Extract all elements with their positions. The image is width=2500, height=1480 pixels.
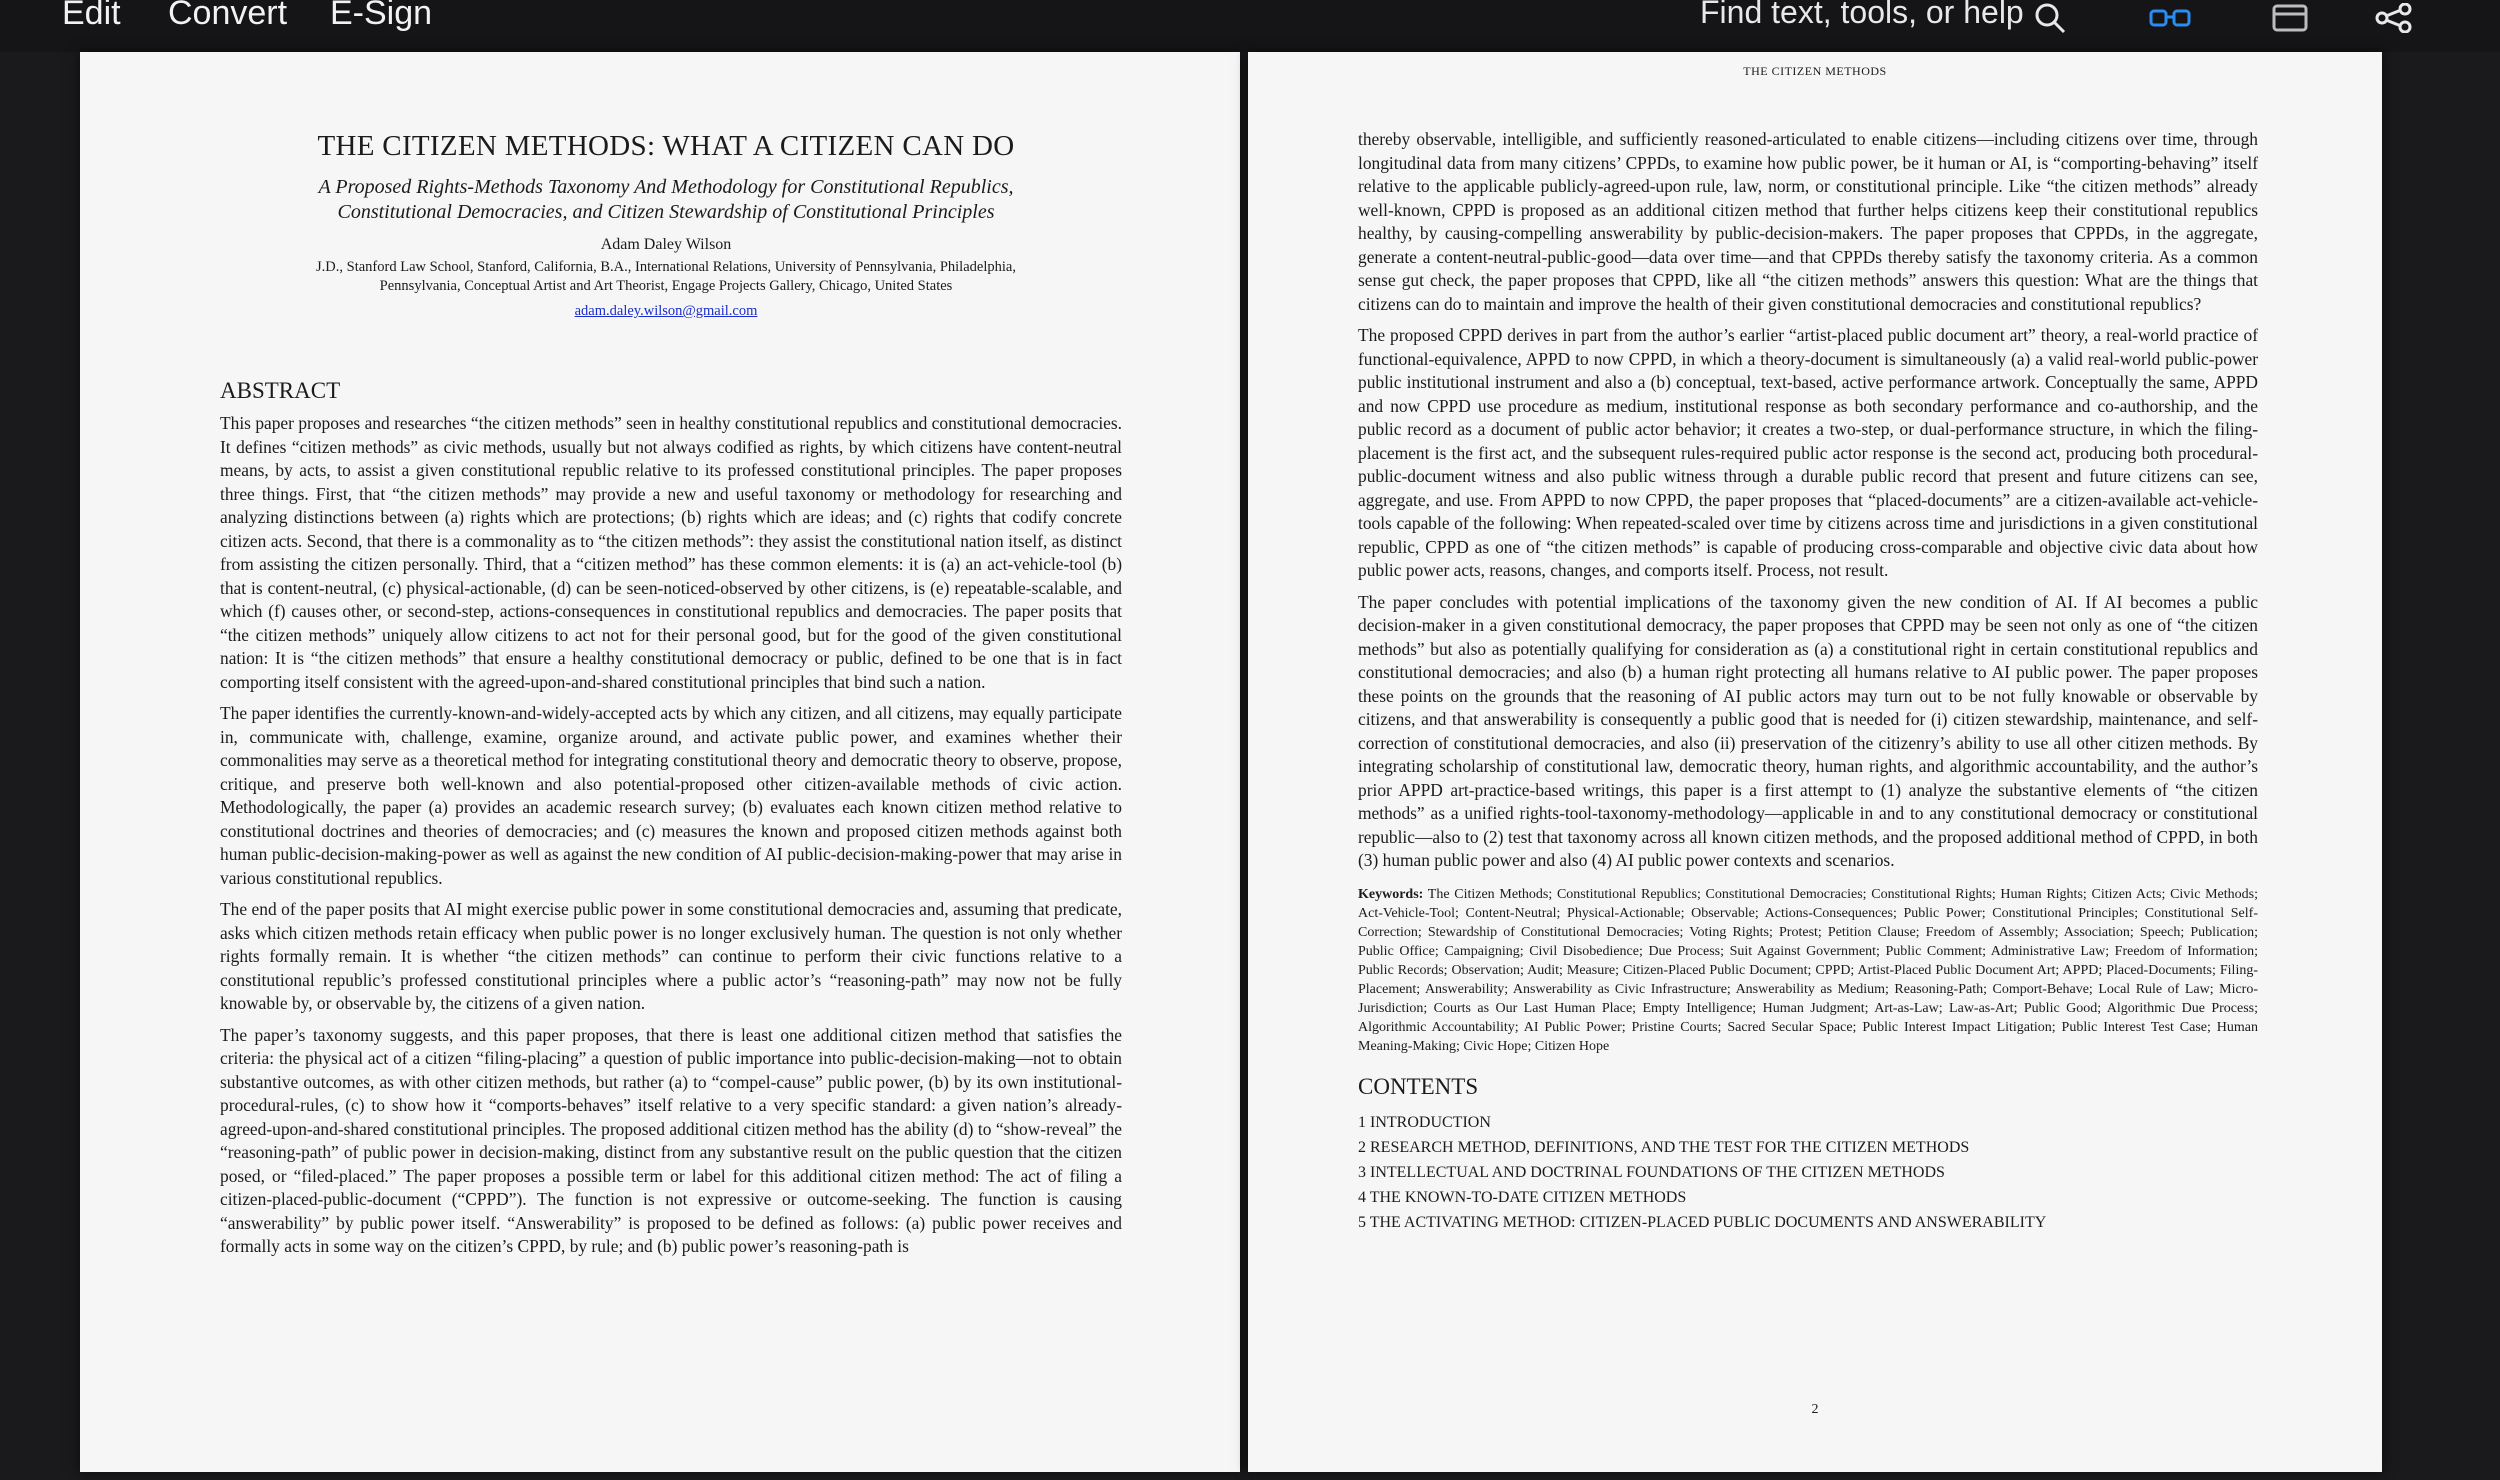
pdf-page-2 [1248, 52, 2382, 1472]
paper-title: THE CITIZEN METHODS: WHAT A CITIZEN CAN DO [317, 130, 1015, 162]
menu-convert[interactable]: Convert [168, 0, 288, 32]
toc-item-2[interactable]: 2 RESEARCH METHOD, DEFINITIONS, AND THE TEST FOR THE CITIZEN METHODS [1358, 1138, 1970, 1156]
running-header: THE CITIZEN METHODS [1743, 64, 1887, 78]
toc-item-1[interactable]: 1 INTRODUCTION [1358, 1113, 1491, 1131]
app-toolbar [0, 0, 2500, 52]
page-number: 2 [1811, 1402, 1819, 1417]
keywords-label: Keywords: [1358, 886, 1424, 902]
keywords-text: The Citizen Methods; Constitutional Republics; Constitutional Democracies; Constitutional Rights; Human Rights; Citizen Acts; Civic Methods; Act-Vehicle-Tool; Content-Neutral; Physical-Actionable; Observable; Actions-Consequences; Public Power; Constitutional Principles; Constitutional Self-Correction; Stewardship of Constitutional Democracies; Voting Rights; Protest; Petition Clause; Freedom of Assembly; Association; Speech; Publication; Public Office; Campaigning; Civil Disobedience; Due Process; Suit Against Government; Public Comment; Administrative Law; Freedom of Information; Public Records; Observation; Audit; Measure; Citizen-Placed Public Document; CPPD; Artist-Placed Public Document Art; APPD; Placed-Documents; Filing-Placement; Answerability; Answerability as Civic Infrastructure; Answerability as Medium; Reasoning-Path; Comport-Behave; Local Rule of Law; Micro-Jurisdiction; Courts as Our Last Human Place; Empty Intelligence; Human Judgment; Art-as-Law; Law-as-Art; Public Good; Algorithmic Due Process; Algorithmic Accountability; AI Public Power; Pristine Courts; Sacred Secular Space; Public Interest Impact Litigation; Public Interest Test Case; Human Meaning-Making; Civic Hope; Citizen Hope [1358, 886, 2258, 1054]
toc-item-5[interactable]: 5 THE ACTIVATING METHOD: CITIZEN-PLACED PUBLIC DOCUMENTS AND ANSWERABILITY [1358, 1213, 2047, 1231]
author-name: Adam Daley Wilson [600, 236, 732, 253]
abstract-paragraph-3: The end of the paper posits that AI might exercise public power in some constitutional democracies and, assuming that predicate, asks which citizen methods retain efficacy when public power is no longer exclusively human. The question is not only whether rights formally remain. It is whether “the citizen methods” can continue to perform their civic functions relative to a constitutional republic’s professed constitutional principles where a public actor’s “reasoning-path” may now not be fully knowable by, or observable by, the citizens of a given nation. [220, 899, 1122, 1013]
author-email-link[interactable]: adam.daley.wilson@gmail.com [574, 303, 758, 319]
keywords-block [1358, 885, 2258, 1056]
abstract-continued-paragraph-1: thereby observable, intelligible, and sufficiently reasoned-articulated to enable citizens—including citizens over time, through longitudinal data from many citizens’ CPPDs, to examine how public power, be it human or AI, is “comporting-behaving” itself relative to the applicable publicly-agreed-upon rule, law, norm, or constitutional principle. Like “the citizen methods” already well-known, CPPD is proposed as an additional citizen method that further helps citizens keep their constitutional republics healthy, by causing-compelling answerability by public-decision-makers. The paper proposes that CPPDs, in the aggregate, generate a content-neutral-public-good—data over time—and that CPPDs thereby satisfy the taxonomy criteria. As a common sense gut check, the paper proposes that CPPD, like all “the citizen methods” answers this question: What are the things that citizens can do to maintain and improve the health of their given constitutional democracies and constitutional republics? [1358, 129, 2258, 314]
paper-subtitle-line-1: A Proposed Rights-Methods Taxonomy And Methodology for Constitutional Republics, [318, 176, 1014, 198]
toc-item-4[interactable]: 4 THE KNOWN-TO-DATE CITIZEN METHODS [1358, 1188, 1687, 1206]
author-affiliation-line-1: J.D., Stanford Law School, Stanford, California, B.A., International Relations, University of Pennsylvania, Philadelphia, [316, 259, 1016, 275]
share-icon[interactable] [2372, 0, 2416, 36]
toc-item-3[interactable]: 3 INTELLECTUAL AND DOCTRINAL FOUNDATIONS OF THE CITIZEN METHODS [1358, 1163, 1945, 1181]
abstract-continued-paragraph-3: The paper concludes with potential implications of the taxonomy given the new condition of AI. If AI becomes a public decision-maker in a given constitutional democracy, the paper proposes that CPPD may be seen not only as one of “the citizen methods” but also as potentially qualifying for consideration as (a) a constitutional right in certain constitutional republics and constitutional democracies; and also (b) a human right protecting all humans relative to AI public power. The paper proposes these points on the grounds that the reasoning of AI public actors may turn out to be not fully knowable or observable by citizens, and that answerability is consequently a public good that is needed for (i) citizen stewardship, maintenance, and self-correction of constitutional democracies, and also (ii) preservation of the citizenry’s ability to use all other citizen methods. By integrating scholarship of constitutional law, democratic theory, human rights, and algorithmic accountability, and the author’s prior APPD art-practice-based writings, this paper is a first attempt to (1) analyze the substantive elements of “the citizen methods” as a unified rights-tool-taxonomy-methodology—applicable in and to any constitutional democracy or constitutional republic—also to (2) test that taxonomy across all known citizen methods, and the proposed additional method of CPPD, in both (3) human public power and also (4) AI public power contexts and scenarios. [1358, 591, 2258, 870]
abstract-heading: ABSTRACT [220, 378, 341, 403]
menu-edit[interactable]: Edit [62, 0, 121, 32]
panel-icon[interactable] [2270, 0, 2310, 36]
abstract-paragraph-2: The paper identifies the currently-known-and-widely-accepted acts by which any citizen, and all citizens, may equally participate in, communicate with, challenge, examine, organize around, and activate public power, and examines whether their commonalities may serve as a theoretical method for integrating constitutional theory and democratic theory to observe, propose, critique, and preserve both well-known and also potential-proposed other citizen-available methods of civic action. Methodologically, the paper (a) provides an academic research survey; (b) evaluates each known citizen method relative to constitutional doctrines and theories of democracies; and (c) measures the known and proposed citizen methods against both human public-decision-making-power as well as against the new condition of AI public-decision-making-power that may arise in various constitutional republics. [220, 703, 1122, 888]
search-box[interactable]: Find text, tools, or help [1700, 0, 2024, 30]
search-icon[interactable] [2030, 0, 2070, 36]
menu-esign[interactable]: E-Sign [330, 0, 433, 32]
document-viewer[interactable] [0, 52, 2500, 1480]
glasses-icon[interactable] [2148, 0, 2192, 36]
pdf-page-1 [80, 52, 1240, 1472]
paper-subtitle-line-2: Constitutional Democracies, and Citizen Stewardship of Constitutional Principles [337, 201, 995, 223]
contents-heading: CONTENTS [1358, 1073, 1479, 1099]
author-affiliation-line-2: Pennsylvania, Conceptual Artist and Art Theorist, Engage Projects Gallery, Chicago, United States [379, 278, 953, 294]
abstract-paragraph-1: This paper proposes and researches “the citizen methods” seen in healthy constitutional republics and constitutional democracies. It defines “citizen methods” as civic methods, usually but not always codified as rights, by which citizens have content-neutral means, by acts, to assist a given constitutional republic relative to its professed constitutional principles. The paper proposes three things. First, that “the citizen methods” may provide a new and useful taxonomy or methodology for researching and analyzing distinctions between (a) rights which are protections; (b) rights which are ideas; and (c) rights that codify concrete citizen acts. Second, that there is a commonality as to “the citizen methods”: they assist the constitutional nation itself, as distinct from assisting the citizen personally. Third, that a “citizen method” has these common elements: it is (a) an act-vehicle-tool (b) that is content-neutral, (c) physical-actionable, (d) can be seen-noticed-observed by other citizens, is (e) repeatable-scalable, and which (f) causes other, or second-step, actions-consequences in constitutional republics and democracies. The paper posits that “the citizen methods” uniquely allow citizens to act not for their personal good, but for the good of the given constitutional nation: It is “the citizen methods” that ensure a healthy constitutional democracy or public, defined to be one that is in fact comporting itself consistent with the agreed-upon-and-shared constitutional principles that bind such a nation. [220, 413, 1122, 692]
abstract-paragraph-4: The paper’s taxonomy suggests, and this paper proposes, that there is least one additional citizen method that satisfies the criteria: the physical act of a citizen “filing-placing” a question of public importance into public-decision-making—not to obtain substantive outcomes, as with other citizen methods, but rather (a) to “compel-cause” public power, (b) by its own institutional-procedural-rules, (c) to show how it “comports-behaves” itself relative to a very specific standard: a given nation’s already-agreed-upon-and-shared constitutional principles. The proposed additional citizen method has the ability (d) to “show-reveal” the “reasoning-path” of public power in decision-making, distinct from any substantive result on the public question that the citizen posed, or “filed-placed.” The paper proposes a possible term or label for this additional citizen method: The act of filing a citizen-placed-public-document (“CPPD”). The function is not expressive or outcome-seeking. The function is causing “answerability” by public power itself. “Answerability” is proposed to be defined as follows: (a) public power receives and formally acts in some way on the citizen’s CPPD, by rule; and (b) public power’s reasoning-path is [220, 1024, 1122, 1256]
abstract-continued-paragraph-2: The proposed CPPD derives in part from the author’s earlier “artist-placed public document art” theory, a real-world practice of functional-equivalence, APPD to now CPPD, in which a theory-document is simultaneously (a) a valid real-world public-power public institutional instrument and also a (b) conceptual, text-based, active performance artwork. Conceptually the same, APPD and now CPPD use procedure as medium, institutional response as both secondary performance and co-authorship, and the public record as a document of public actor behavior; it creates a two-step, or dual-performance structure, in which the filing-placement is the first act, and the subsequent rules-required public actor response is the second act, producing both procedural-public-document witness and also public witness through a durable public record that present and future citizens can see, aggregate, and use. From APPD to now CPPD, the paper proposes that “placed-documents” are a citizen-available act-vehicle-tools capable of the following: When repeated-scaled over time by citizens across time and jurisdictions in a given constitutional republic, CPPD as one of “the citizen methods” is capable of producing cross-comparable and objective civic data about how public power acts, reasons, changes, and comports itself. Process, not result. [1358, 325, 2258, 580]
